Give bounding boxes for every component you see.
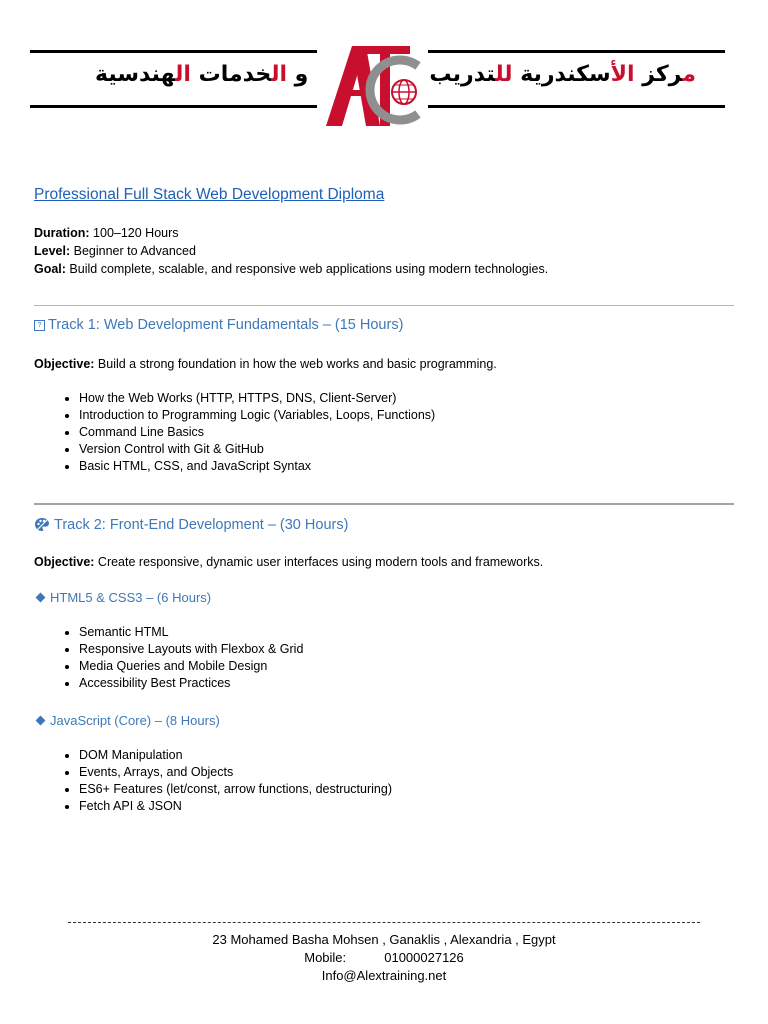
list-item: • Introduction to Programming Logic (Variables, Loops, Functions) [79,408,734,424]
list-item: • Responsive Layouts with Flexbox & Grid [79,642,734,658]
list-item: • Basic HTML, CSS, and JavaScript Syntax [79,459,734,475]
engineering-services-heading: و الخدمات الهندسية [95,62,309,87]
list-item: • Fetch API & JSON [79,799,734,815]
track2-heading: Track 2: Front-End Development – (30 Hours) [34,517,734,533]
footer-email: Info@Alextraining.net [321,968,447,983]
list-item: • Semantic HTML [79,625,734,641]
document-body [34,186,734,816]
javascript-subheading: JavaScript (Core) – (8 Hours) [34,713,734,728]
bottom-left-rule [30,105,317,108]
list-item: • Command Line Basics [79,425,734,441]
goal-line: Goal: Build complete, scalable, and responsive web applications using modern technologies. [34,262,549,276]
duration-line: Duration: 100–120 Hours [34,226,179,240]
footer-mobile: Mobile: 01000027126 [304,950,464,965]
javascript-topics [34,748,734,815]
html-css-topics [34,625,734,692]
footer-dashed-rule [68,922,700,923]
list-item: • Accessibility Best Practices [79,676,734,692]
level-line: Level: Beginner to Advanced [34,244,196,258]
course-meta [34,226,734,276]
diploma-title: Professional Full Stack Web Development Diploma [34,186,385,203]
palette-icon [34,517,50,532]
missing-glyph-icon: ? [34,320,45,331]
list-item: • Media Queries and Mobile Design [79,659,734,675]
list-item: • Events, Arrays, and Objects [79,765,734,781]
training-center-heading: مركز الأسكندرية للتدريب [429,62,696,87]
list-item: • Version Control with Git & GitHub [79,442,734,458]
track1-topics [34,391,734,475]
section-divider [34,305,734,306]
atc-globe-logo-icon [322,44,424,128]
page-footer [0,922,768,985]
track2-objective: Objective: Create responsive, dynamic user interfaces using modern tools and frameworks. [34,554,544,569]
section-divider [34,503,734,505]
track1-objective: Objective: Build a strong foundation in how the web works and basic programming. [34,357,497,371]
top-left-rule [30,50,317,53]
letterhead [0,0,768,140]
footer-address: 23 Mohamed Basha Mohsen , Ganaklis , Alexandria , Egypt [212,932,556,947]
list-item: • ES6+ Features (let/const, arrow functions, destructuring) [79,782,734,798]
list-item: • How the Web Works (HTTP, HTTPS, DNS, Client-Server) [79,391,734,407]
top-right-rule [428,50,725,53]
track1-heading: ? Track 1: Web Development Fundamentals – (15 Hours) [34,317,734,333]
bottom-right-rule [428,105,725,108]
html-css-subheading: HTML5 & CSS3 – (6 Hours) [34,590,734,605]
list-item: • DOM Manipulation [79,748,734,764]
diamond-bullet-icon [36,716,46,726]
diamond-bullet-icon [36,592,46,602]
